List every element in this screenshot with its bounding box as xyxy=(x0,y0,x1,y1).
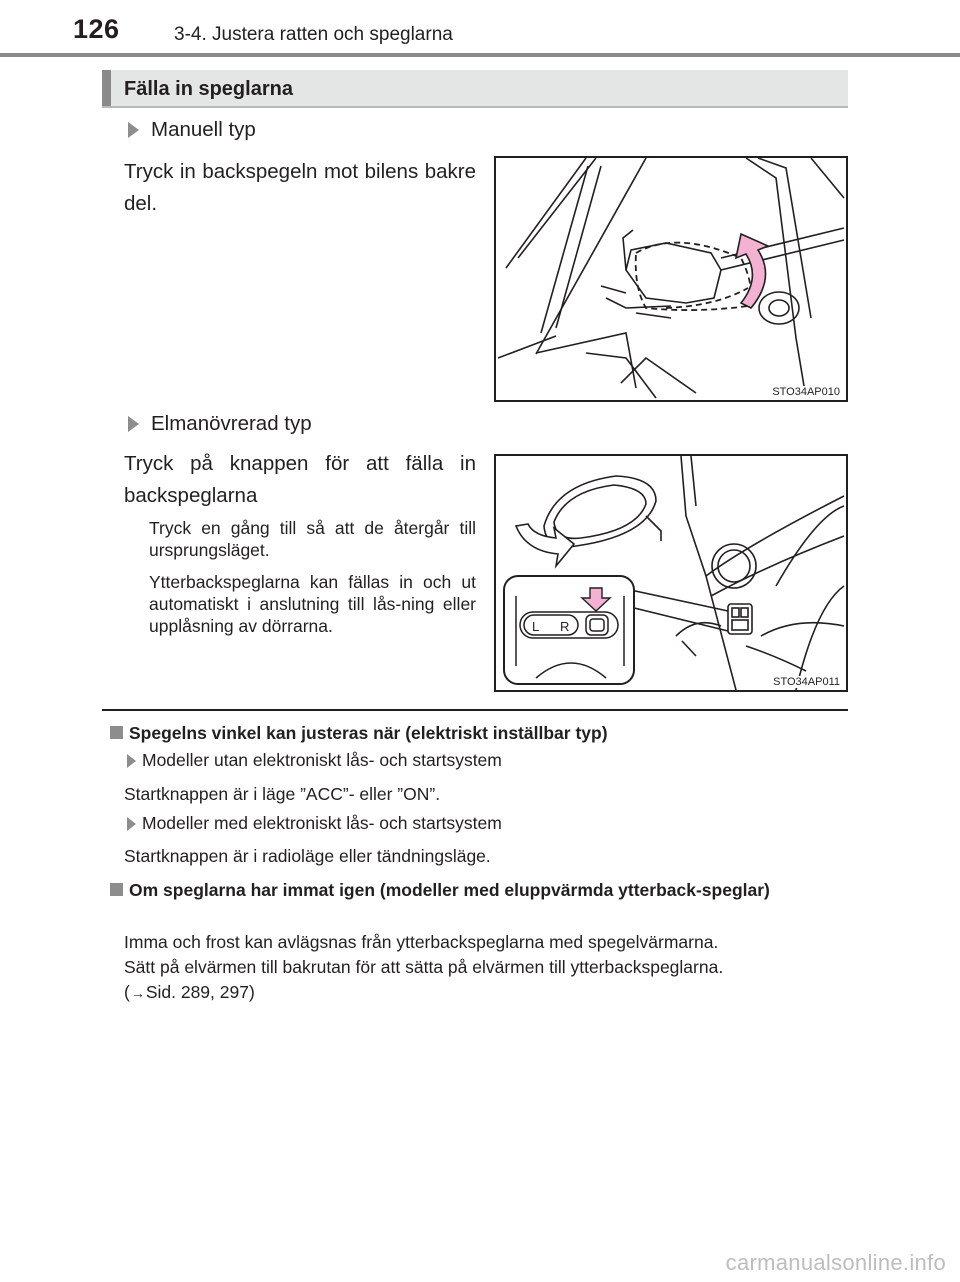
square-bullet-icon xyxy=(110,883,123,896)
info-defog-ref xyxy=(124,980,848,1006)
switch-r-label: R xyxy=(560,619,570,634)
electric-type-instruction: Tryck på knappen för att fälla in backspeglarna xyxy=(124,452,476,507)
electric-type-label: Elmanövrerad typ xyxy=(151,412,312,435)
manual-type-label: Manuell typ xyxy=(151,118,256,141)
info-heading-angle-text: Spegelns vinkel kan justeras när (elektriskt inställbar typ) xyxy=(129,723,608,743)
running-head: 3-4. Justera ratten och speglarna xyxy=(174,24,453,45)
info-bullet-with-smart-key xyxy=(127,813,502,834)
switch-l-label: L xyxy=(532,619,540,634)
triangle-bullet-icon xyxy=(128,122,139,138)
info-defog-paragraph xyxy=(124,930,848,1006)
info-bullet-with-text: Modeller med elektroniskt lås- och startsystem xyxy=(142,813,502,833)
watermark: carmanualsonline.info xyxy=(725,1250,946,1275)
info-heading-fogged xyxy=(110,878,848,902)
figure-code: STO34AP011 xyxy=(773,676,840,688)
figure-code: STO34AP010 xyxy=(772,386,840,398)
electric-note-return: Tryck en gång till så att de återgår till ursprungsläget. xyxy=(149,518,476,560)
triangle-bullet-icon xyxy=(127,754,136,768)
info-bullet-without-text: Modeller utan elektroniskt lås- och startsystem xyxy=(142,750,502,770)
page-number: 126 xyxy=(73,14,120,44)
section-band-bar xyxy=(102,70,111,106)
manual-type-instruction: Tryck in backspegeln mot bilens bakre del. xyxy=(124,160,476,215)
electric-type-heading xyxy=(128,412,312,436)
info-heading-fogged-text: Om speglarna har immat igen (modeller med eluppvärmda ytterback-speglar) xyxy=(129,880,770,900)
manual-mirror-figure xyxy=(494,156,848,402)
arrow-right-icon: → xyxy=(130,985,145,1001)
info-text-acc-on: Startknappen är i läge ”ACC”- eller ”ON”. xyxy=(124,784,441,804)
section-title: Fälla in speglarna xyxy=(124,78,293,100)
manual-type-heading xyxy=(128,118,256,142)
info-text-radio-ignition: Startknappen är i radioläge eller tändningsläge. xyxy=(124,846,491,866)
electric-mirror-illustration xyxy=(496,456,846,690)
electric-mirror-figure xyxy=(494,454,848,692)
info-bullet-without-smart-key xyxy=(127,750,502,771)
section-divider xyxy=(102,709,848,711)
manual-mirror-illustration xyxy=(496,158,846,400)
electric-note-auto: Ytterbackspeglarna kan fällas in och ut automatiskt i anslutning till lås-ning eller upplåsning av dörrarna. xyxy=(149,572,476,636)
ref-open: ( xyxy=(124,982,130,1002)
triangle-bullet-icon xyxy=(127,817,136,831)
info-heading-angle xyxy=(110,723,608,744)
triangle-bullet-icon xyxy=(128,416,139,432)
info-defog-line1: Imma och frost kan avlägsnas från ytterbackspeglarna med spegelvärmarna. xyxy=(124,932,719,952)
header-rule xyxy=(0,53,960,57)
info-defog-line2: Sätt på elvärmen till bakrutan för att sätta på elvärmen till ytterbackspeglarna. xyxy=(124,957,724,977)
square-bullet-icon xyxy=(110,726,123,739)
ref-page-link[interactable]: Sid. 289, 297) xyxy=(145,982,255,1002)
section-band xyxy=(102,70,848,108)
